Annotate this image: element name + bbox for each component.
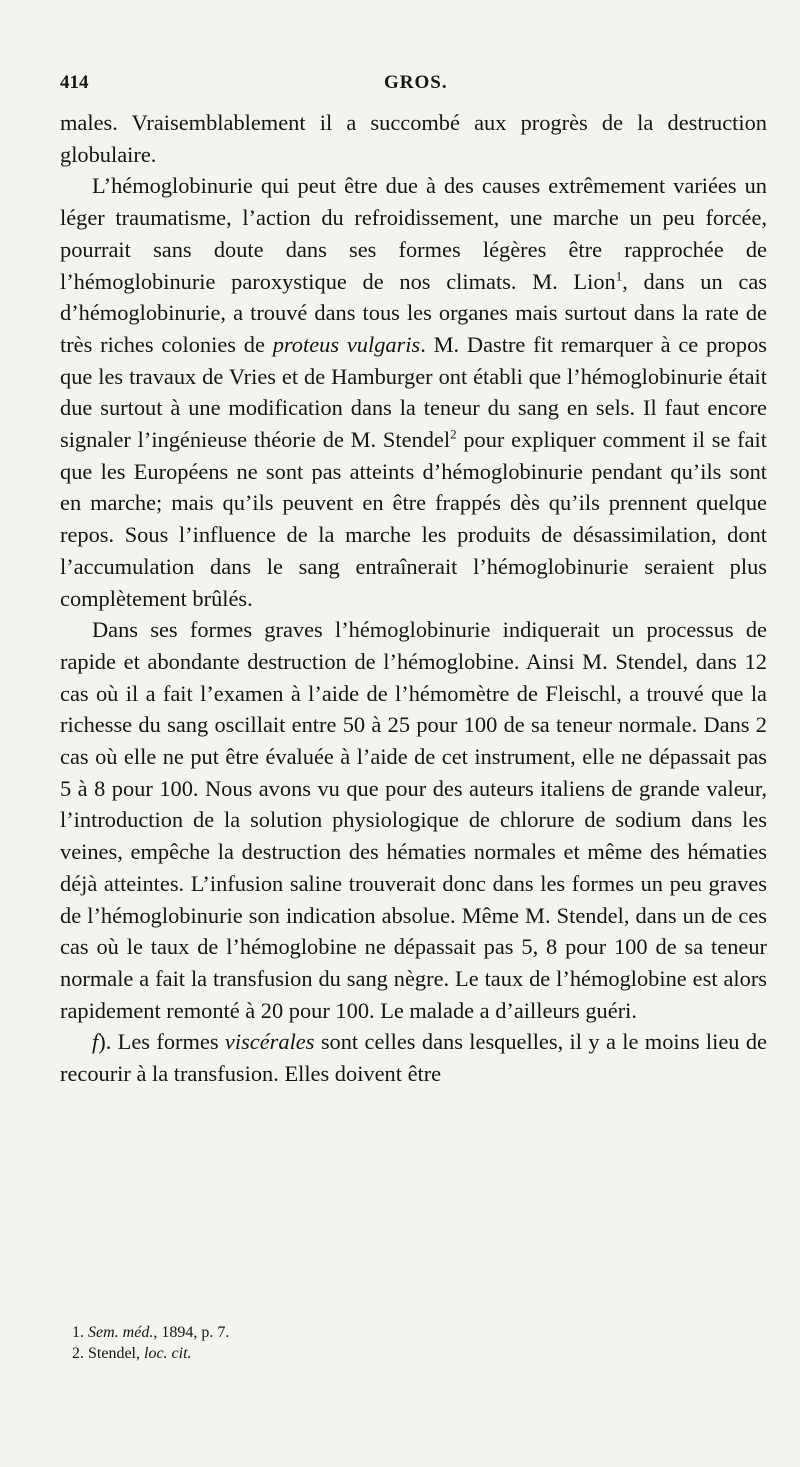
text-run: pour expliquer comment il se fait que les Européens ne sont pas atteints d’hémoglobinurie pendant qu’ils sont en marche; mais qu’ils peuvent en être frappés dès qu’ils prennent quelque repos. Sous l’influence de la marche les produits de désassimilation, dont l’accumulation dans le sang entraînerait l’hémoglobinurie seraient plus complètement brûlés. — [60, 427, 767, 611]
footnote-ref: 1 — [615, 268, 623, 284]
footnote-ref: 2 — [450, 426, 457, 442]
italic-text: Sem. méd. — [88, 1324, 154, 1341]
text-run: Dans ses formes graves l’hémoglobinurie indiquerait un processus de rapide et abondante destruction de l’hémoglobine. Ainsi M. Stendel, dans 12 cas où il a fait l’examen à l’aide de l’hémomètre de Fleischl, a trouvé que la richesse du sang oscillait entre 50 à 25 pour 100 de sa teneur normale. Dans 2 cas où elle ne put être évaluée à l’aide de cet instrument, elle ne dépassait pas 5 à 8 pour 100. Nous avons vu que pour des auteurs italiens de grande valeur, l’introduction de la solution physiologique de chlorure de sodium dans les veines, empêche la destruction des hématies normales et même des hématies déjà atteintes. L’infusion saline trouverait donc dans les formes un peu graves de l’hémoglobinurie son indication absolue. Même M. Stendel, dans un de ces cas où le taux de l’hémoglobine ne dépassait pas 5, 8 pour 100 de sa teneur normale a fait la transfusion du sang nègre. Le taux de l’hémoglobine est alors rapidement remonté à 20 pour 100. Le malade a d’ailleurs guéri. — [60, 617, 767, 1023]
paragraph — [60, 107, 767, 170]
footnotes — [60, 1322, 760, 1364]
paragraph — [60, 170, 767, 614]
text-run: 2. Stendel, — [72, 1345, 144, 1362]
body-text — [60, 107, 767, 1090]
italic-text: loc. cit. — [144, 1345, 192, 1362]
paragraph — [60, 614, 767, 1026]
page-number: 414 — [60, 72, 89, 93]
italic-text: viscérales — [224, 1029, 315, 1055]
text-run: L’hémoglobinurie qui peut être due à des causes extrêmement variées un léger traumatisme, l’action du refroidissement, une marche un peu forcée, pourrait sans doute dans ses formes légères être rapprochée de l’hémoglobinurie paroxystique de nos climats. M. Lion — [60, 173, 767, 294]
text-run: males. Vraisemblablement il a succombé aux progrès de la destruction globulaire. — [60, 110, 767, 167]
italic-text: proteus vulgaris — [272, 331, 421, 357]
running-title: GROS. — [384, 72, 448, 93]
text-run: 1. — [72, 1324, 88, 1341]
paragraph — [60, 1026, 767, 1089]
text-run: ). Les formes — [98, 1029, 225, 1055]
italic-text: f — [92, 1029, 99, 1055]
text-run: . M. Dastre fit remarquer à ce propos que les travaux de Vries et de Hamburger ont établi que l’hémoglobinurie était due surtout à une modification dans la teneur du sang en sels. Il faut encore signaler l’ingénieuse théorie de M. Stendel — [60, 331, 767, 453]
page-header — [60, 72, 760, 100]
text-run: , dans un cas d’hémoglobinurie, a trouvé dans tous les organes mais surtout dans la rate de très riches colonies de — [60, 268, 767, 357]
text-run: , 1894, p. 7. — [153, 1324, 230, 1341]
footnote — [72, 1322, 760, 1343]
footnote — [72, 1343, 760, 1364]
text-run: sont celles dans lesquelles, il y a le moins lieu de recourir à la transfusion. Elles doivent être — [60, 1029, 767, 1087]
